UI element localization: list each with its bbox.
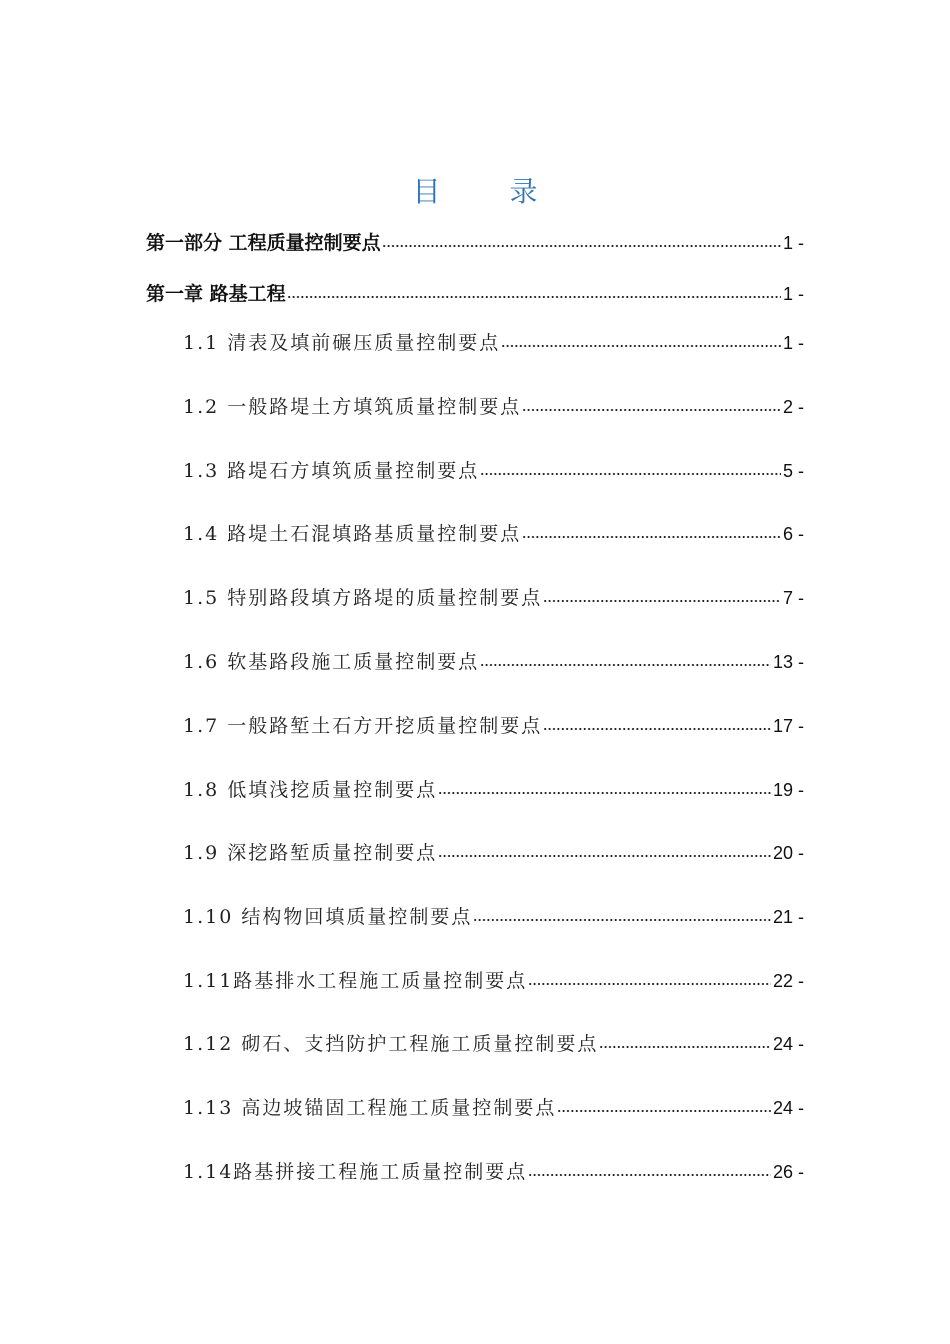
toc-entry-text: 1.13 高边坡锚固工程施工质量控制要点 xyxy=(183,1097,557,1119)
toc-leader-dots xyxy=(543,728,771,730)
toc-entry-page: 26 - xyxy=(772,1162,804,1182)
toc-entry[interactable] xyxy=(183,838,804,868)
toc-entry-page: 24 - xyxy=(772,1098,804,1118)
toc-leader-dots xyxy=(438,855,771,857)
toc-entry-page: 5 - xyxy=(782,461,804,481)
toc-entry-text: 1.1 清表及填前碾压质量控制要点 xyxy=(183,332,501,354)
toc-entry-text: 1.6 软基路段施工质量控制要点 xyxy=(183,651,480,673)
toc-entry[interactable] xyxy=(183,392,804,422)
toc-leader-dots xyxy=(543,600,781,602)
toc-entry-page: 21 - xyxy=(772,907,804,927)
toc-leader-dots xyxy=(557,1110,771,1112)
toc-title: 目 录 xyxy=(412,175,568,208)
toc-entry-page: 1 - xyxy=(782,333,804,353)
toc-entry[interactable] xyxy=(146,279,804,309)
toc-entry[interactable] xyxy=(183,711,804,741)
toc-entry-text: 1.7 一般路堑土石方开挖质量控制要点 xyxy=(183,715,543,737)
toc-entry-page: 17 - xyxy=(772,716,804,736)
toc-entry-text: 1.2 一般路堤土方填筑质量控制要点 xyxy=(183,396,522,418)
toc-entry-page: 22 - xyxy=(772,971,804,991)
toc-entry[interactable] xyxy=(183,647,804,677)
toc-entry-text: 第一部分 工程质量控制要点 xyxy=(146,232,381,254)
toc-entry-page: 20 - xyxy=(772,843,804,863)
toc-entry[interactable] xyxy=(183,1029,804,1059)
toc-entry-page: 1 - xyxy=(782,284,804,304)
toc-entry-text: 1.11路基排水工程施工质量控制要点 xyxy=(183,970,528,992)
toc-leader-dots xyxy=(287,296,781,298)
toc-entry[interactable] xyxy=(183,519,804,549)
toc-entry-text: 第一章 路基工程 xyxy=(146,283,286,305)
toc-entry-page: 19 - xyxy=(772,780,804,800)
toc-entry-text: 1.9 深挖路堑质量控制要点 xyxy=(183,842,438,864)
toc-entry-text: 1.4 路堤土石混填路基质量控制要点 xyxy=(183,523,522,545)
toc-entry[interactable] xyxy=(183,775,804,805)
toc-entry-page: 13 - xyxy=(772,652,804,672)
toc-entry-text: 1.12 砌石、支挡防护工程施工质量控制要点 xyxy=(183,1033,599,1055)
toc-entry[interactable] xyxy=(183,328,804,358)
toc-leader-dots xyxy=(480,473,781,475)
toc-entry[interactable] xyxy=(183,583,804,613)
toc-leader-dots xyxy=(528,1174,771,1176)
toc-entry-text: 1.10 结构物回填质量控制要点 xyxy=(183,906,473,928)
toc-entry-text: 1.3 路堤石方填筑质量控制要点 xyxy=(183,460,480,482)
toc-leader-dots xyxy=(501,345,781,347)
toc-leader-dots xyxy=(528,983,771,985)
toc-entry-page: 24 - xyxy=(772,1034,804,1054)
toc-entry-text: 1.5 特别路段填方路堤的质量控制要点 xyxy=(183,587,543,609)
toc-entry[interactable] xyxy=(183,1093,804,1123)
toc-leader-dots xyxy=(522,409,781,411)
toc-entry[interactable] xyxy=(183,456,804,486)
toc-entry[interactable] xyxy=(183,1157,804,1187)
toc-entry[interactable] xyxy=(183,966,804,996)
toc-entry[interactable] xyxy=(183,902,804,932)
toc-entry[interactable] xyxy=(146,228,804,258)
toc-entry-text: 1.14路基拼接工程施工质量控制要点 xyxy=(183,1161,528,1183)
toc-leader-dots xyxy=(480,664,771,666)
toc-entry-page: 1 - xyxy=(782,233,804,253)
toc-leader-dots xyxy=(438,792,771,794)
toc-entry-page: 7 - xyxy=(782,588,804,608)
toc-leader-dots xyxy=(382,245,781,247)
toc-entry-page: 6 - xyxy=(782,524,804,544)
toc-leader-dots xyxy=(599,1046,771,1048)
toc-entry-text: 1.8 低填浅挖质量控制要点 xyxy=(183,779,438,801)
toc-leader-dots xyxy=(473,919,771,921)
toc-entry-page: 2 - xyxy=(782,397,804,417)
toc-leader-dots xyxy=(522,536,781,538)
